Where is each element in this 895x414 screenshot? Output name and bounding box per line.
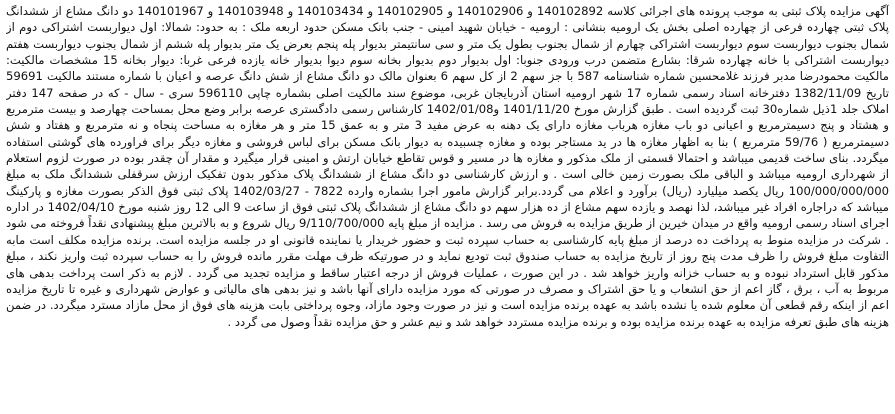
- notice-body-text: آگهی مزایده پلاک ثبتی به موجب پرونده های اجرائی کلاسه 140102892 و 140102906 و 140102905 و 140103434 و 140103948 و 140101967 دو دانگ مشاع از ششدانگ پلاک ثبتی چهارده فرعی از چهارده اصلی بخش یک ارومیه بنشانی : ارومیه - خیابان شهید امینی - جنب بانک مسکن حدود اربعه ملک : به حدود: شمالا: اول دیواربست اشتراکی دوم از شمال بجنوب دیواربست سوم دیواربست اشتراکی چهارم از شمال بجنوب بطول یک متر و سی سانتیمتر بدیوار پله پنجم بعرض یک متر بدیوار پله ششم از شمال بجنوب دیواربست هفتم دیواربست اشتراکی با خانه چهارده شرقا: بشارع متضمن درب ورودی جنوبا: اول بدیوار دوم بدیوار بخانه سوم دیوا بدیوار خانه یازده فرعی غربا: دیوار بخانه 15 مشخصات مالکیت: مالکیت محمودرضا مدبر فرزند غلامحسین شماره شناسنامه 587 با جز سهم 2 از کل سهم 6 بعنوان مالک دو دانگ مشاع از شش دانگ عرصه و اعیان با شماره مستند مالکیت 59691 تاریخ 1382/11/09 دفترخانه اسناد رسمی شماره 17 شهر ارومیه استان آذربایجان غربی، موضوع سند مالکیت اصلی بشماره چاپی 596110 سری - سال - که در صفحه 147 دفتر املاک جلد 1ذیل شماره30 ثبت گردیده است . طبق گزارش مورخ 1401/11/20 و1402/01/08 کارشناس رسمی دادگستری عرصه برابر وضع محل بمساحت چهارصد و بیست مترمربع و هشتاد و پنج دسیمترمربع و اعیانی دو باب مغازه هرباب مغازه دارای یک دهنه به عرض مفید 3 متر و به عمق 15 متر و هر مغازه به مساحت پنجاه و نه مترمربع و هفتاد و شش دسیمترمربع ( 59/76 مترمربع ) بنا به اظهار مغازه ها در ید مستاجر بوده و مغازه چسبیده به دیوار بانک مسکن برای لباس فروشی و مغازه دیگر برای فراورده های گوشتی استفاده میگردد. بنای ساخت قدیمی میباشد و احتمالا قسمتی از ملک مذکور و مغازه ها در مسیر و قوس تقاطع خیابان ارتش و امینی قرار میگیرد و مقدار آن چقدر بوده در صورت لزوم استعلام از شهرداری ارومیه میباشد و الباقی ملک بصورت زمین خالی است . و ارزش کارشناسی دو دانگ مشاع از ششدانگ پلاک مذکور بدون تفکیک ارزش سرقفلی ششدانگ ملک به مبلغ 100/000/000/000 ریال یکصد میلیارد (ریال) برآورد و اعلام می گردد.برابر گزارش مامور اجرا بشماره وارده 7822 - 1402/03/27 پلاک ثبتی فوق الذکر بصورت مغازه و پارکینگ میباشد که دراجاره افراد غیر میباشد، لذا نهصد و یازده سهم مشاع از ده هزار سهم دو دانگ مشاع از ششدانگ پلاک ثبتی فوق از ساعت 9 الی 12 روز شنبه مورخ 1402/04/10 در اداره اجرای اسناد رسمی ارومیه واقع در میدان خیرین از طریق مزایده به فروش می رسد . مزایده از مبلغ پایه 9/110/700/000 ریال شروع و به بالاترین مبلغ پیشنهادی نقداً فروخته می شود . شرکت در مزایده منوط به پرداخت ده درصد از مبلغ پایه کارشناسی به حساب سپرده ثبت و حضور خریدار یا نماینده قانونی او در جلسه مزایده است. برنده مزایده مکلف است مابه التفاوت مبلغ فروش را ظرف مدت پنج روز از تاریخ مزایده به حساب صندوق ثبت تودیع نماید و در صورتیکه ظرف مهلت مقرر مانده فروش را به حساب سپرده ثبت واریز نکند ، مبلغ مذکور قابل استرداد نبوده و به حساب خزانه واریز خواهد شد . در این صورت ، عملیات فروش از درجه اعتبار ساقط و مزایده تجدید می گردد . لازم به ذکر است پرداخت بدهی های مربوط به آب ، برق ، گاز اعم از حق انشعاب و یا حق اشتراک و مصرف در صورتی که مورد مزایده دارای آنها باشد و نیز بدهی های مالیاتی و عوارض شهرداری و غیره تا تاریخ مزایده اعم از اینکه رقم قطعی آن معلوم شده یا نشده باشد به عهده برنده مزایده است و نیز در صورت وجود مازاد، وجوه پرداختی بابت هزینه های فوق از محل مازاد مسترد میگردد. در ضمن هزینه های طبق تعرفه مزایده به عهده برنده مزایده بوده و برنده مزایده مستردد خواهد شد و نیم عشر و حق مزایده نقداً وصول می گردد .: [6, 4, 889, 329]
- auction-notice: [6, 3, 889, 408]
